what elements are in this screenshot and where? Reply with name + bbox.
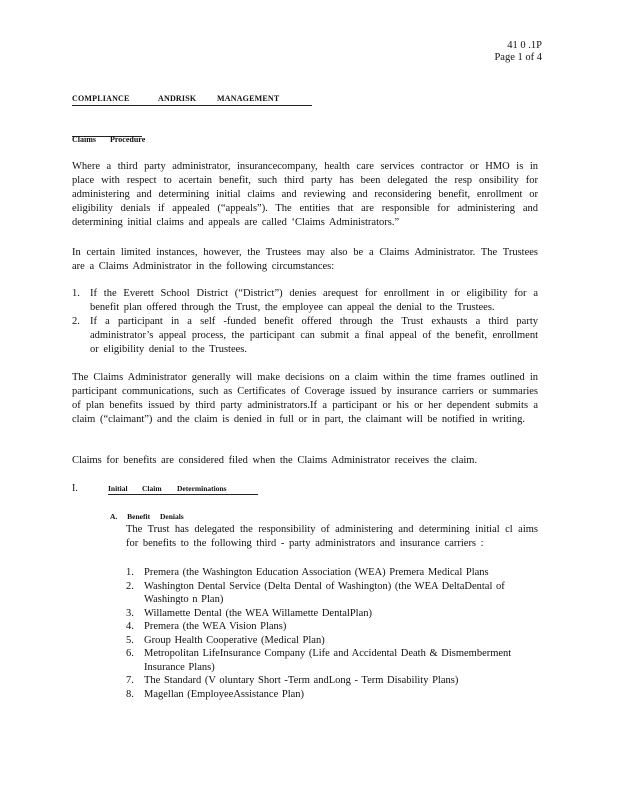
list-text: If a participant in a self -funded benefit offered through the Trust exhausts a third party administrator’s appeal process, the participant can submit a final appeal of the benefit, enrollment or eligibility denial to the Trustees. [90, 316, 538, 355]
list-item [126, 566, 538, 580]
list-item [126, 688, 538, 702]
list-text: If the Everett School District (“District”) denies arequest for enrollment in or eligibility for a benefit plan offered through the Trust, the employee can appeal the denial to the Trustees. [90, 288, 538, 313]
paragraph-claim-decisions: The Claims Administrator generally will make decisions on a claim within the time frames outlined in participant communications, such as Certificates of Coverage issued by insurance carriers or summaries of plan benefits issued by third party administrators.If a participant or his or her dependent submits a claim (“claimant”) and the claim is denied in full or in part, the claimant will be notified in writing. [72, 372, 538, 425]
page-number: Page 1 of 4 [494, 52, 542, 63]
list-number: 1. [126, 567, 134, 578]
list-item [126, 620, 538, 634]
subsection-letter: A. [110, 512, 118, 521]
paragraph-claims-filed: Claims for benefits are considered filed when the Claims Administrator receives the claim. [72, 455, 478, 466]
list-text: Willamette Dental (the WEA Willamette DentalPlan) [144, 607, 372, 619]
list-text: Magellan (EmployeeAssistance Plan) [144, 688, 305, 700]
list-item [126, 634, 538, 648]
title-word: COMPLIANCE [72, 94, 130, 103]
list-text: Group Health Cooperative (Medical Plan) [144, 634, 325, 646]
section-I-title [108, 484, 258, 495]
list-number: 2. [126, 580, 134, 592]
section-title-word: Determinations [177, 484, 227, 493]
list-text: Premera (the WEA Vision Plans) [144, 621, 287, 632]
administrators-list [126, 566, 538, 701]
list-item [126, 607, 538, 621]
paragraph-delegation: The Trust has delegated the responsibility of administering and determining initial cl aims for benefits to the following third - party administrators and insurance carriers : [126, 524, 538, 549]
list-number: 4. [126, 621, 134, 632]
document-title [72, 94, 312, 106]
list-number: 6. [126, 648, 134, 659]
subsection-A-title [110, 512, 192, 521]
list-item [72, 287, 538, 315]
list-text: Premera (the Washington Education Association (WEA) Premera Medical Plans [144, 567, 489, 578]
section-heading [72, 135, 146, 144]
list-text: Metropolitan LifeInsurance Company (Life and Accidental Death & Dismemberment Insurance Plans) [144, 648, 512, 673]
section-heading-word: Claims [72, 135, 96, 144]
list-text: Washington Dental Service (Delta Dental of Washington) (the WEA DeltaDental of Washingto n Plan) [144, 580, 505, 605]
section-title-word: Initial [108, 484, 128, 493]
list-number: 3. [126, 607, 134, 619]
document-code: 41 0 .1P [507, 40, 542, 51]
list-text: The Standard (V oluntary Short -Term andLong - Term Disability Plans) [144, 675, 459, 686]
list-number: 7. [126, 675, 134, 686]
title-word: MANAGEMENT [217, 94, 280, 103]
section-numeral: I. [72, 483, 78, 494]
subsection-word: Denials [159, 512, 184, 521]
circumstances-list [72, 287, 538, 357]
list-item [126, 674, 538, 688]
list-number: 5. [126, 634, 134, 646]
list-item [72, 315, 538, 357]
list-item [126, 647, 538, 674]
list-number: 8. [126, 688, 134, 700]
section-title-word: Claim [142, 484, 162, 493]
section-heading-word: Procedure [110, 135, 146, 144]
list-number: 1. [72, 288, 80, 299]
list-number: 2. [72, 316, 80, 327]
paragraph-claims-administrators: Where a third party administrator, insurancecompany, health care services contractor or HMO is in place with respect to acertain benefit, such third party has been delegated the resp onsibility for administering and determining initial claims and reviewing and reconsidering benefit, enrollment or eligibility denials if appealed (“appeals”). The entities that are responsible for administering and determining initial claims and appeals are called ‘Claims Administrators.” [72, 161, 538, 228]
title-word: ANDRISK [158, 94, 197, 103]
paragraph-trustees: In certain limited instances, however, the Trustees may also be a Claims Administrator. The Trustees are a Claims Administrator in the following circumstances: [72, 247, 538, 272]
list-item [126, 580, 538, 607]
subsection-word: Benefit [127, 512, 151, 521]
